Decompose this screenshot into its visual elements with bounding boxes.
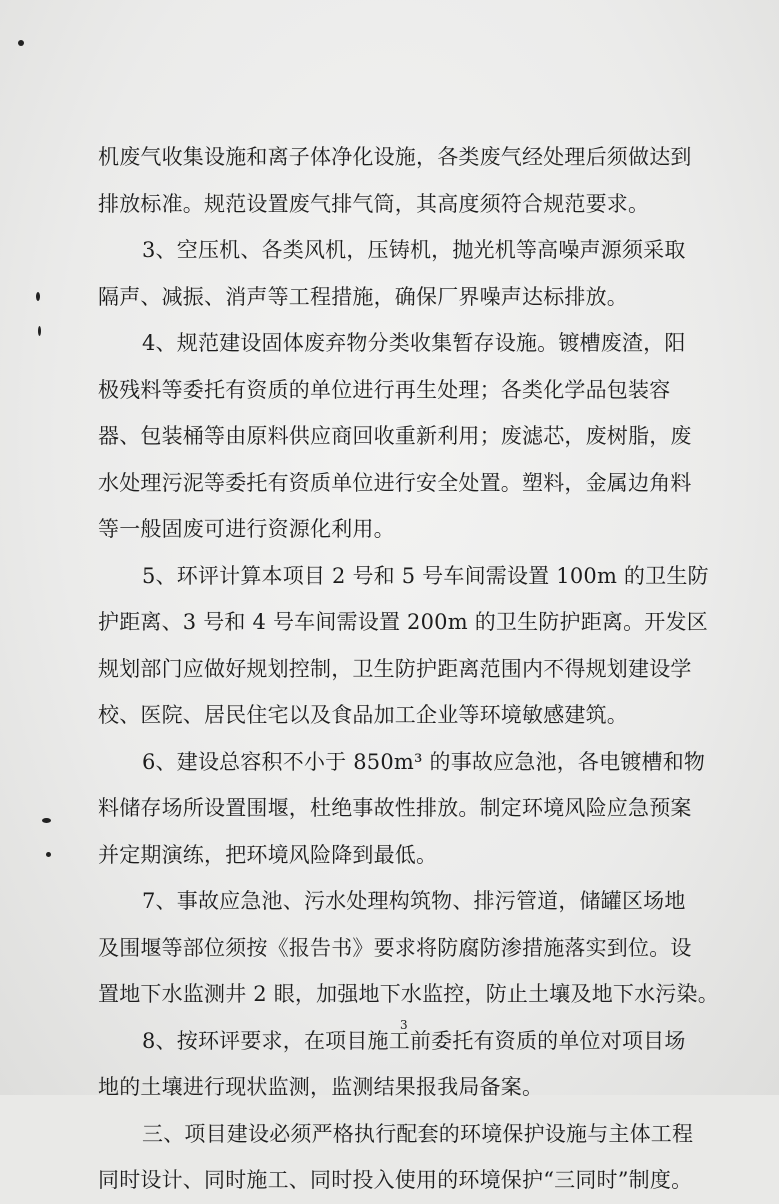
scan-speck	[46, 852, 51, 857]
text-line: 隔声、减振、消声等工程措施，确保厂界噪声达标排放。	[98, 284, 628, 309]
text-line: 排放标准。规范设置废气排气筒，其高度须符合规范要求。	[98, 191, 650, 216]
document-body	[98, 134, 719, 1204]
text-line: 同时设计、同时施工、同时投入使用的环境保护“三同时”制度。	[98, 1168, 693, 1192]
text-line: 极残料等委托有资质的单位进行再生处理；各类化学品包装容	[98, 377, 671, 402]
text-line: 8、按环评要求，在项目施工前委托有资质的单位对项目场	[142, 1028, 686, 1053]
text-line: 水处理污泥等委托有资质单位进行安全处置。塑料，金属边角料	[98, 470, 692, 495]
text-line: 并定期演练，把环境风险降到最低。	[98, 842, 438, 867]
text-line: 6、建设总容积不小于 850m³ 的事故应急池，各电镀槽和物	[142, 749, 706, 774]
text-line: 三、项目建设必须严格执行配套的环境保护设施与主体工程	[142, 1121, 694, 1146]
scan-speck	[36, 292, 40, 301]
text-line: 校、医院、居民住宅以及食品加工企业等环境敏感建筑。	[98, 703, 628, 727]
text-line: 及围堰等部位须按《报告书》要求将防腐防渗措施落实到位。设	[98, 935, 692, 960]
text-line: 5、环评计算本项目 2 号和 5 号车间需设置 100m 的卫生防	[142, 563, 709, 588]
scan-speck	[38, 326, 41, 336]
text-line: 3、空压机、各类风机，压铸机，抛光机等高噪声源须采取	[142, 238, 686, 262]
text-line: 4、规范建设固体废弃物分类收集暂存设施。镀槽废渣，阳	[142, 331, 686, 355]
text-line: 器、包装桶等由原料供应商回收重新利用；废滤芯，废树脂，废	[98, 424, 692, 448]
text-line: 规划部门应做好规划控制，卫生防护距离范围内不得规划建设学	[98, 656, 692, 681]
text-line: 料储存场所设置围堰，杜绝事故性排放。制定环境风险应急预案	[98, 796, 692, 820]
text-line: 置地下水监测井 2 眼，加强地下水监控，防止土壤及地下水污染。	[98, 982, 719, 1006]
scan-speck	[42, 818, 51, 823]
text-line: 机废气收集设施和离子体净化设施，各类废气经处理后须做达到	[98, 145, 692, 169]
scan-speck	[18, 40, 24, 46]
text-line: 等一般固废可进行资源化利用。	[98, 517, 395, 541]
page-number: 3	[400, 1018, 408, 1032]
text-line: 7、事故应急池、污水处理构筑物、排污管道，储罐区场地	[142, 889, 686, 913]
text-line: 护距离、3 号和 4 号车间需设置 200m 的卫生防护距离。开发区	[98, 610, 708, 634]
text-line: 地的土壤进行现状监测，监测结果报我局备案。	[98, 1075, 544, 1099]
